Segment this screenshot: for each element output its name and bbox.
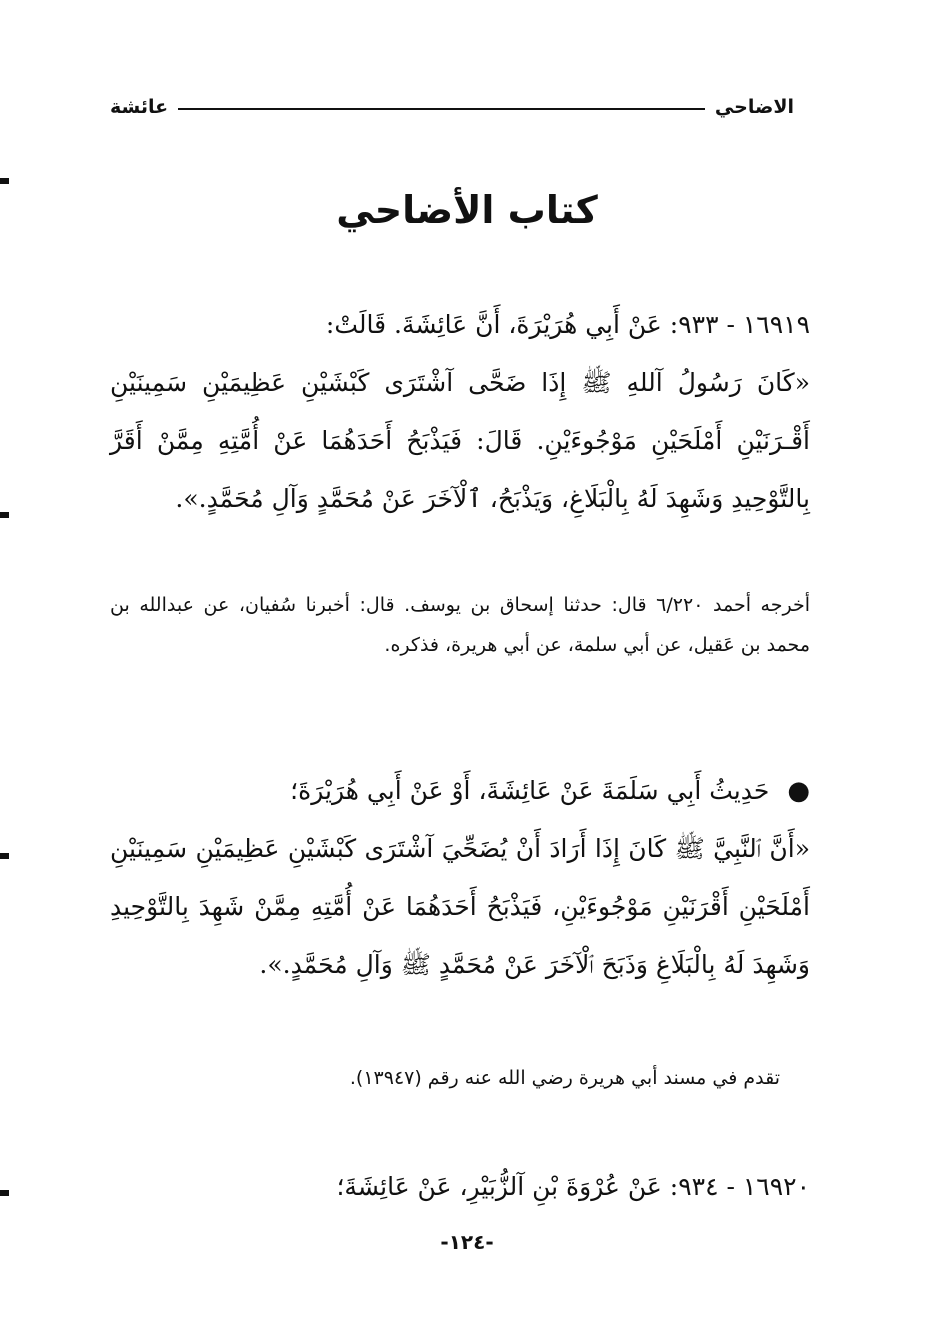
margin-mark — [0, 178, 9, 184]
hadith-16919-heading: ١٦٩١٩ - ٩٣٣: عَنْ أَبِي هُرَيْرَةَ، أَنَّ عَائِشَةَ. قَالَتْ: — [325, 310, 810, 339]
margin-mark — [0, 1190, 9, 1196]
running-header — [110, 82, 794, 118]
hadith-sub-text: «أَنَّ ٱلنَّبِيَّ ﷺ كَانَ إِذَا أَرَادَ أَنْ يُضَحِّيَ آشْتَرَى كَبْشَيْنِ عَظِيمَيْنِ سَمِينَيْنِ أَمْلَحَيْنِ أَقْرَنَيْنِ مَوْجُوءَيْنِ، فَيَذْبَحُ أَحَدَهُمَا عَنْ أُمَّتِهِ مِمَّنْ شَهِدَ بِالتَّوْحِيدِ وَشَهِدَ لَهُ بِالْبَلَاغِ وَذَبَحَ ٱلْآخَرَ عَنْ مُحَمَّدٍ ﷺ وَآلِ مُحَمَّدٍ.». — [110, 834, 810, 979]
hadith-16920-heading: ١٦٩٢٠ - ٩٣٤: عَنْ عُرْوَةَ بْنِ آلزُّبَيْرِ، عَنْ عَائِشَةَ؛ — [336, 1172, 810, 1201]
header-rule — [178, 108, 705, 110]
hadith-16919 — [110, 296, 810, 528]
margin-mark — [0, 512, 9, 518]
hadith-16919-takhrij: أخرجه أحمد ٦/٢٢٠ قال: حدثنا إسحاق بن يوسف. قال: أخبرنا سُفيان، عن عبدالله بن محمد بن عَقيل، عن أبي سلمة، عن أبي هريرة، فذكره. — [110, 594, 810, 656]
hadith-sub-heading-line — [110, 762, 810, 820]
header-section-title: الاضاحي — [714, 96, 794, 118]
hadith-16919-text: «كَانَ رَسُولُ آللهِ ﷺ إِذَا ضَحَّى آشْتَرَى كَبْشَيْنِ عَظِيمَيْنِ سَمِينَيْنِ أَقْـرَنَيْنِ أَمْلَحَيْنِ مَوْجُوءَيْنِ. قَالَ: فَيَذْبَحُ أَحَدَهُمَا عَنْ أُمَّتِهِ مِمَّنْ أَقَرَّ بِالتَّوْحِيدِ وَشَهِدَ لَهُ بِالْبَلَاغِ، وَيَذْبَحُ، ٱلْآخَرَ عَنْ مُحَمَّدٍ وَآلِ مُحَمَّدٍ.». — [110, 368, 810, 513]
hadith-16920 — [110, 1158, 810, 1216]
hadith-sub-reference: تقدم في مسند أبي هريرة رضي الله عنه رقم (١٣٩٤٧). — [349, 1067, 780, 1089]
hadith-sub-heading: حَدِيثُ أَبِي سَلَمَةَ عَنْ عَائِشَةَ، أَوْ عَنْ أَبِي هُرَيْرَةَ؛ — [290, 776, 770, 805]
page-number: -١٢٤- — [440, 1230, 494, 1254]
hadith-sub-entry — [110, 762, 810, 994]
header-narrator: عائشة — [110, 96, 169, 118]
bullet-icon: ● — [787, 776, 810, 806]
chapter-title: كتاب الأضاحي — [336, 188, 598, 232]
margin-mark — [0, 853, 9, 859]
